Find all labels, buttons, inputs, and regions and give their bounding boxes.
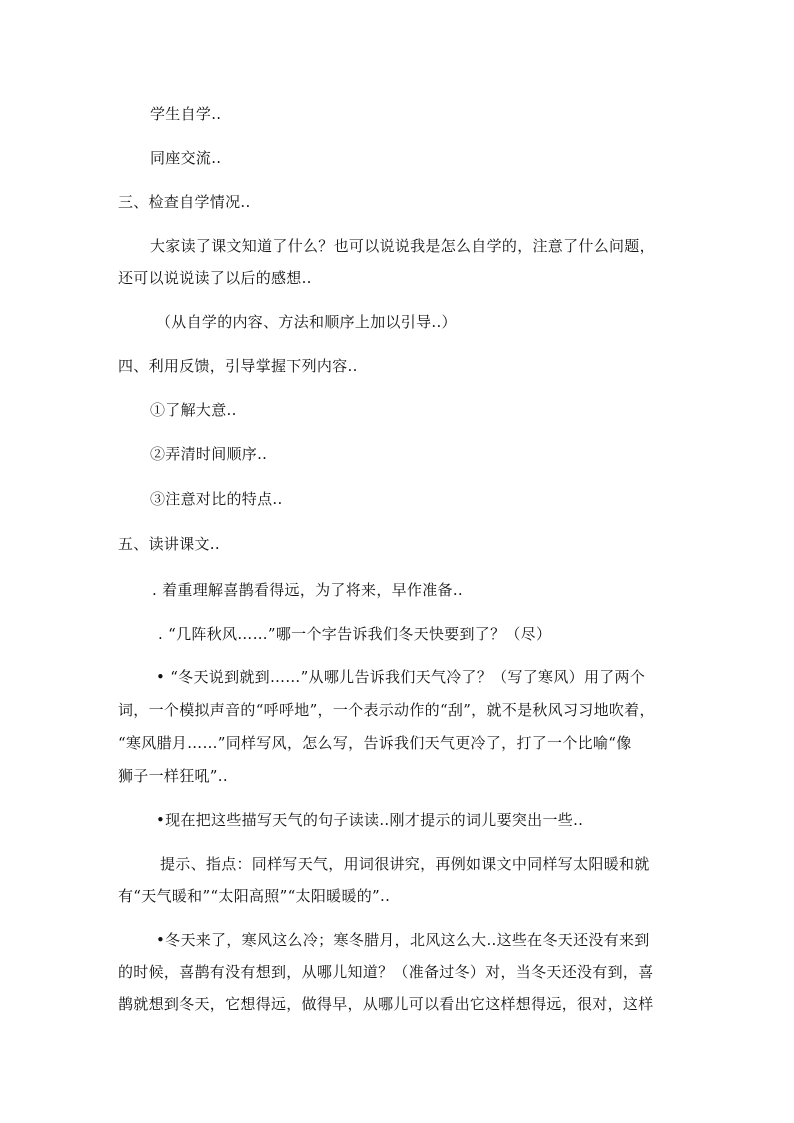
paragraph-line: 学生自学.. xyxy=(150,105,222,123)
paragraph-line: . “几阵秋风……”哪一个字告诉我们冬天快要到了？（尽） xyxy=(158,625,552,643)
section-heading: 五、读讲课文.. xyxy=(118,535,220,553)
paragraph-line: •冬天来了，寒风这么冷；寒冬腊月，北风这么大..这些在冬天还没有来到 xyxy=(156,931,650,949)
paragraph-line: • “冬天说到就到……”从哪儿告诉我们天气冷了？（写了寒风）用了两个 xyxy=(156,668,646,686)
paragraph-line: 还可以说说读了以后的感想.. xyxy=(118,269,312,287)
paragraph-line: 狮子一样狂吼”.. xyxy=(118,767,228,785)
paragraph-line: “寒风腊月……”同样写风，怎么写，告诉我们天气更冷了，打了一个比喻“像 xyxy=(118,734,632,752)
paragraph-line: 鹊就想到冬天，它想得远，做得早，从哪儿可以看出它这样想得远，很对，这样 xyxy=(118,995,654,1013)
section-heading: 三、检查自学情况.. xyxy=(118,193,251,211)
paragraph-line: 词，一个模拟声音的“呼呼地”，一个表示动作的“刮”，就不是秋风习习地吹着， xyxy=(118,701,655,719)
paragraph-line: 的时候，喜鹊有没有想到，从哪儿知道？（准备过冬）对，当冬天还没有到，喜 xyxy=(118,963,654,981)
list-item: ②弄清时间顺序.. xyxy=(150,445,268,463)
paragraph-line: . 着重理解喜鹊看得远，为了将来，早作准备.. xyxy=(152,581,463,599)
paragraph-line: 大家读了课文知道了什么？也可以说说我是怎么自学的，注意了什么问题， xyxy=(150,237,655,255)
paragraph-line: 提示、指点：同样写天气，用词很讲究，再例如课文中同样写太阳暖和就 xyxy=(160,855,650,873)
list-item: ①了解大意.. xyxy=(150,401,237,419)
list-item: ③注意对比的特点.. xyxy=(150,490,283,508)
paragraph-line: （从自学的内容、方法和顺序上加以引导..） xyxy=(156,313,457,331)
paragraph-line: 同座交流.. xyxy=(150,149,222,167)
paragraph-line: •现在把这些描写天气的句子读读..刚才提示的词儿要突出一些.. xyxy=(156,811,584,829)
section-heading: 四、利用反馈，引导掌握下列内容.. xyxy=(118,357,358,375)
paragraph-line: 有“天气暖和”“太阳高照”“太阳暖暖的”.. xyxy=(118,887,391,905)
